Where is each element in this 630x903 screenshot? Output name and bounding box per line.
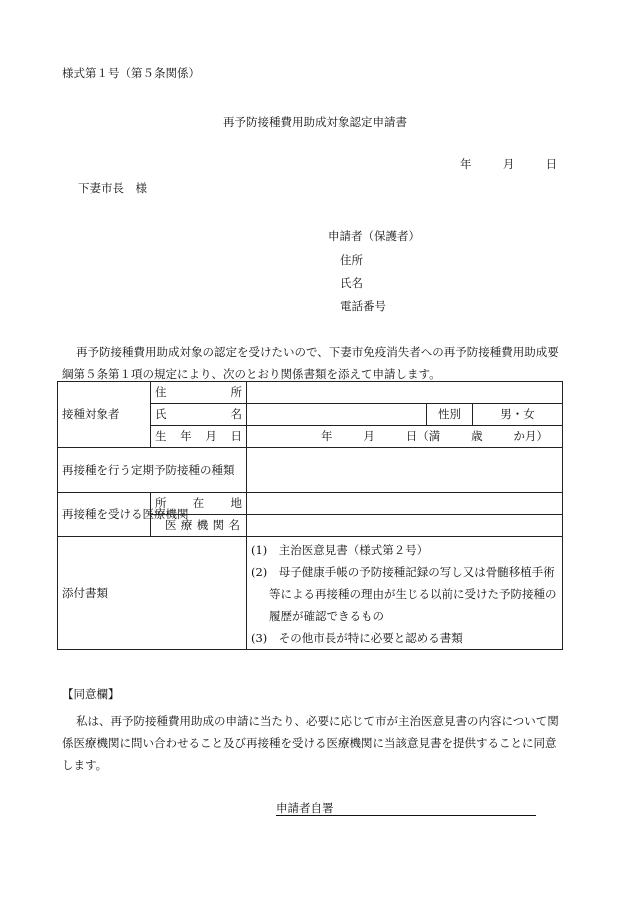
dob-month: 月 — [363, 429, 375, 443]
dob-year: 年 — [321, 429, 333, 443]
intro-paragraph: 再予防接種費用助成対象の認定を受けたいので、下妻市免疫消失者への再予防接種費用助成要綱第５条第１項の規定により、次のとおり関係書類を添えて申請します。 — [62, 345, 559, 381]
addressee: 下妻市長 様 — [78, 181, 147, 195]
facility-location-label: 所在地 — [151, 493, 247, 515]
subject-name-label: 氏 名 — [151, 404, 247, 426]
signature-line[interactable] — [276, 801, 536, 816]
subject-label: 接種対象者 — [58, 382, 151, 448]
dob-age: 歳 — [471, 429, 483, 443]
facility-location-field[interactable] — [247, 493, 563, 515]
vaccine-type-field[interactable] — [247, 448, 563, 493]
dob-label: 生年月日 — [151, 426, 247, 448]
dob-field[interactable] — [247, 426, 563, 448]
attachment-item: (2) 母子健康手帳の予防接種記録の写し又は骨髄移植手術等による再接種の理由が生じる以前に受けた予防接種の履歴が確認できるもの — [251, 565, 557, 623]
gender-label: 性別 — [427, 404, 473, 426]
attachment-item: (3) その他市長が特に必要と認める書類 — [251, 631, 463, 645]
consent-paragraph: 私は、再予防接種費用助成の申請に当たり、必要に応じて市が主治医意見書の内容について関係医療機関に問い合わせること及び再接種を受ける医療機関に当該意見書を提供することに同意します。 — [62, 714, 559, 772]
date-day: 日 — [545, 157, 558, 171]
dob-day: 日（満 — [405, 429, 441, 443]
applicant-address-label: 住所 — [340, 253, 363, 267]
date-year: 年 — [460, 157, 472, 171]
form-number: 様式第１号（第５条関係） — [62, 66, 200, 80]
applicant-phone-label: 電話番号 — [340, 299, 386, 313]
consent-heading: 【同意欄】 — [62, 687, 120, 701]
attachments-label: 添付書類 — [58, 537, 247, 650]
subject-address-field[interactable] — [247, 382, 563, 404]
dob-months: か月） — [513, 429, 548, 443]
applicant-heading: 申請者（保護者） — [328, 229, 420, 243]
facility-label: 再接種を受ける医療機関 — [58, 493, 151, 537]
date-month: 月 — [502, 157, 515, 171]
attachments-cell — [247, 537, 563, 650]
gender-options[interactable]: 男・女 — [473, 404, 563, 426]
date-line — [460, 157, 557, 171]
attachment-item: (1) 主治医意見書（様式第２号） — [251, 543, 429, 557]
subject-address-label: 住 所 — [151, 382, 247, 404]
vaccine-type-label: 再接種を行う定期予防接種の種類 — [58, 448, 247, 493]
applicant-name-label: 氏名 — [340, 276, 363, 290]
facility-name-label: 医療機関名 — [151, 515, 247, 537]
signature-label: 申請者自署 — [276, 801, 334, 815]
document-title: 再予防接種費用助成対象認定申請書 — [223, 115, 407, 129]
subject-name-field[interactable] — [247, 404, 427, 426]
application-table — [57, 381, 563, 650]
facility-name-field[interactable] — [247, 515, 563, 537]
